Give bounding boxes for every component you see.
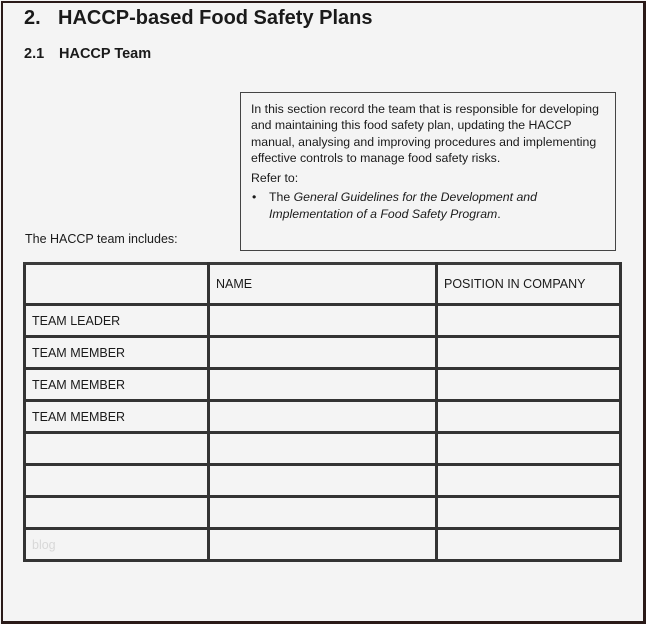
name-cell[interactable] — [209, 529, 437, 561]
header-role — [25, 264, 209, 305]
instruction-paragraph: In this section record the team that is responsible for developing and maintaining this food safety plan, updating the HACCP manual, analysing and improving procedures and implementing effective controls to manage food safety risks. — [251, 102, 599, 165]
role-cell: TEAM MEMBER — [25, 369, 209, 401]
subsection-heading — [24, 46, 151, 62]
position-cell[interactable] — [437, 401, 621, 433]
position-cell[interactable] — [437, 369, 621, 401]
table-header-row — [25, 264, 621, 305]
reference-item — [269, 189, 605, 222]
reference-prefix: The — [269, 190, 294, 205]
position-cell[interactable] — [437, 465, 621, 497]
table-row — [25, 401, 621, 433]
instruction-box — [240, 92, 616, 251]
position-cell[interactable] — [437, 337, 621, 369]
name-cell[interactable] — [209, 401, 437, 433]
table-row — [25, 433, 621, 465]
position-cell[interactable] — [437, 497, 621, 529]
table-row — [25, 337, 621, 369]
section-title: HACCP-based Food Safety Plans — [58, 7, 373, 29]
role-cell[interactable] — [25, 497, 209, 529]
subsection-title: HACCP Team — [59, 46, 152, 62]
reference-title: General Guidelines for the Development and Implementation of a Food Safety Program — [269, 190, 537, 221]
team-intro-text: The HACCP team includes: — [25, 232, 178, 246]
table-row — [25, 369, 621, 401]
role-cell: TEAM MEMBER — [25, 337, 209, 369]
table-row — [25, 529, 621, 561]
position-cell[interactable] — [437, 433, 621, 465]
header-position: POSITION IN COMPANY — [437, 264, 621, 305]
name-cell[interactable] — [209, 305, 437, 337]
section-heading — [24, 7, 373, 30]
reference-suffix: . — [497, 206, 501, 221]
role-cell: TEAM LEADER — [25, 305, 209, 337]
role-cell[interactable] — [25, 433, 209, 465]
header-name: NAME — [209, 264, 437, 305]
name-cell[interactable] — [209, 465, 437, 497]
reference-list — [251, 189, 605, 222]
role-cell[interactable] — [25, 465, 209, 497]
role-cell: TEAM MEMBER — [25, 401, 209, 433]
watermark-cell: blog — [25, 529, 209, 561]
table-row — [25, 305, 621, 337]
subsection-number: 2.1 — [24, 46, 45, 62]
name-cell[interactable] — [209, 433, 437, 465]
table-row — [25, 497, 621, 529]
position-cell[interactable] — [437, 529, 621, 561]
name-cell[interactable] — [209, 369, 437, 401]
position-cell[interactable] — [437, 305, 621, 337]
name-cell[interactable] — [209, 337, 437, 369]
refer-label: Refer to: — [251, 171, 299, 186]
section-number: 2. — [24, 7, 41, 29]
table-row — [25, 465, 621, 497]
name-cell[interactable] — [209, 497, 437, 529]
haccp-team-table — [23, 262, 622, 562]
